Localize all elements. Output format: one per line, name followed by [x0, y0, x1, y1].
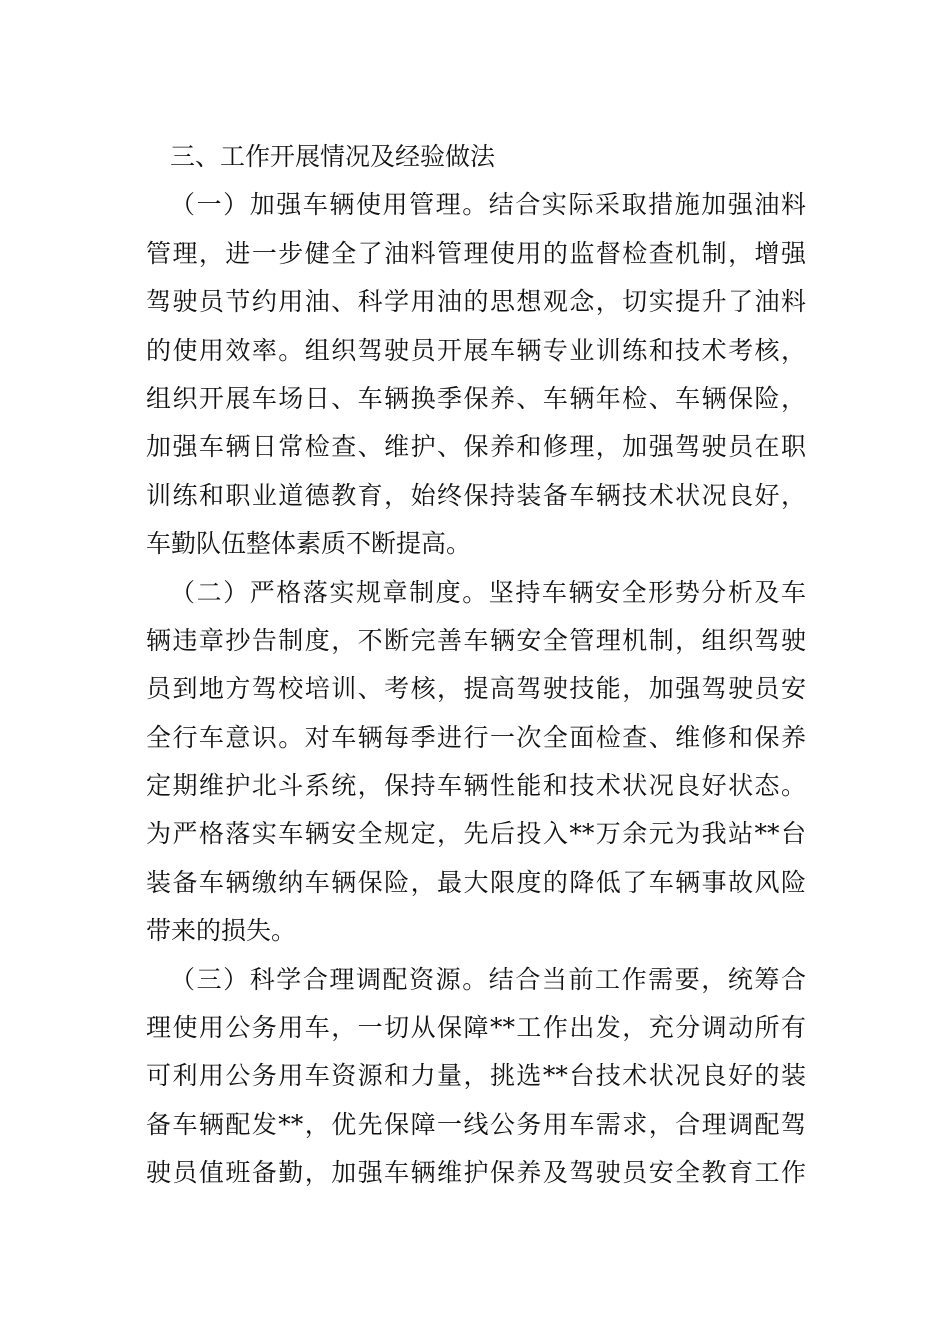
- text-line: 带来的损失。: [146, 916, 297, 946]
- text-line: （二）严格落实规章制度。坚持车辆安全形势分析及车: [170, 577, 806, 607]
- text-line: 可利用公务用车资源和力量，挑选**台技术状况良好的装: [146, 1061, 806, 1091]
- text-line: 驶员值班备勤，加强车辆维护保养及驾驶员安全教育工作: [146, 1158, 806, 1188]
- text-line: 训练和职业道德教育，始终保持装备车辆技术状况良好，: [146, 480, 806, 510]
- text-line: 定期维护北斗系统，保持车辆性能和技术状况良好状态。: [146, 771, 806, 801]
- text-line: 全行车意识。对车辆每季进行一次全面检查、维修和保养: [146, 722, 806, 752]
- text-line: 装备车辆缴纳车辆保险，最大限度的降低了车辆事故风险: [146, 867, 806, 897]
- text-line: 管理，进一步健全了油料管理使用的监督检查机制，增强: [146, 238, 806, 268]
- text-line: 组织开展车场日、车辆换季保养、车辆年检、车辆保险，: [146, 383, 806, 413]
- paragraph-vehicle-management: [146, 181, 806, 568]
- text-line: （一）加强车辆使用管理。结合实际采取措施加强油料: [170, 190, 806, 220]
- text-line: 辆违章抄告制度，不断完善车辆安全管理机制，组织驾驶: [146, 625, 806, 655]
- text-line: 理使用公务用车，一切从保障**工作出发，充分调动所有: [146, 1013, 806, 1043]
- text-line: 驾驶员节约用油、科学用油的思想观念，切实提升了油料: [146, 287, 806, 317]
- document-body: [146, 133, 806, 1198]
- text-line: 备车辆配发**，优先保障一线公务用车需求，合理调配驾: [146, 1109, 806, 1139]
- text-line: （三）科学合理调配资源。结合当前工作需要，统筹合: [170, 964, 806, 994]
- paragraph-rules-implementation: [146, 569, 806, 956]
- text-line: 为严格落实车辆安全规定，先后投入**万余元为我站**台: [146, 819, 806, 849]
- text-line: 的使用效率。组织驾驶员开展车辆专业训练和技术考核，: [146, 335, 806, 365]
- text-line: 加强车辆日常检查、维护、保养和修理，加强驾驶员在职: [146, 432, 806, 462]
- text-line: 员到地方驾校培训、考核，提高驾驶技能，加强驾驶员安: [146, 674, 806, 704]
- section-heading: 三、工作开展情况及经验做法: [170, 142, 496, 171]
- paragraph-resource-allocation: [146, 956, 806, 1198]
- text-line: 车勤队伍整体素质不断提高。: [146, 529, 472, 559]
